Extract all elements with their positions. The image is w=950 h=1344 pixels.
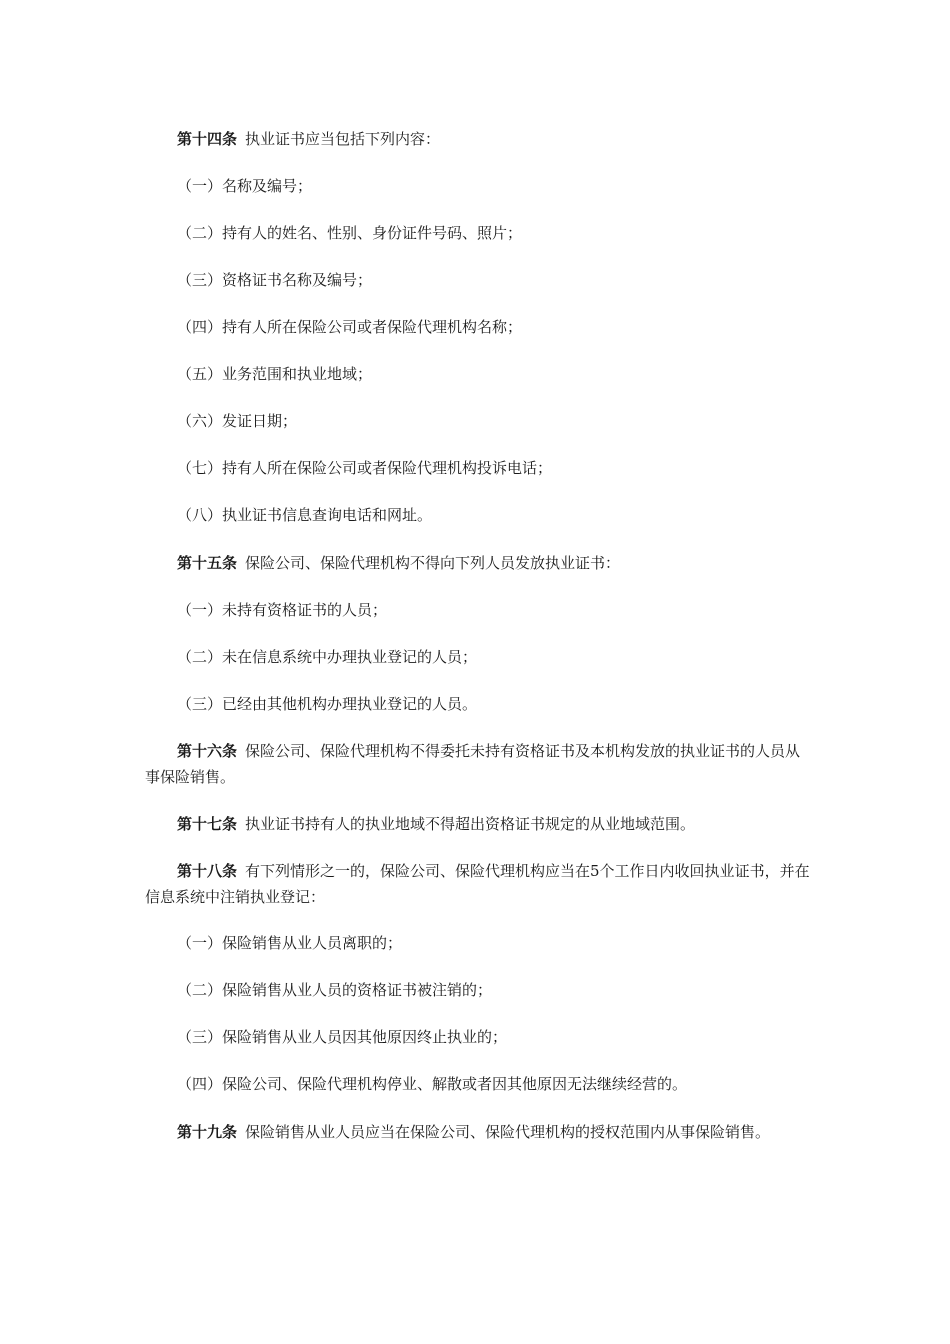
list-item-text: （四）保险公司、保险代理机构停业、解散或者因其他原因无法继续经营的。 xyxy=(177,1075,688,1093)
list-item xyxy=(145,930,810,956)
list-item-text: （八）执业证书信息查询电话和网址。 xyxy=(177,506,433,524)
article-15-heading xyxy=(145,550,810,576)
article-number: 第十七条 xyxy=(177,815,238,833)
list-item xyxy=(145,455,810,481)
list-item xyxy=(145,1024,810,1050)
list-item xyxy=(145,502,810,528)
list-item-text: （一）未持有资格证书的人员； xyxy=(177,601,388,619)
article-text: 执业证书持有人的执业地域不得超出资格证书规定的从业地域范围。 xyxy=(245,815,696,833)
list-item-text: （三）已经由其他机构办理执业登记的人员。 xyxy=(177,695,478,713)
list-item-text: （四）持有人所在保险公司或者保险代理机构名称； xyxy=(177,318,523,336)
list-item-text: （二）保险销售从业人员的资格证书被注销的； xyxy=(177,981,493,999)
article-text: 保险公司、保险代理机构不得向下列人员发放执业证书： xyxy=(245,554,621,572)
article-17-paragraph xyxy=(145,811,810,837)
list-item-text: （五）业务范围和执业地域； xyxy=(177,365,373,383)
article-number: 第十五条 xyxy=(177,554,238,572)
list-item-text: （二）持有人的姓名、性别、身份证件号码、照片； xyxy=(177,224,523,242)
list-item xyxy=(145,597,810,623)
list-item xyxy=(145,220,810,246)
list-item xyxy=(145,361,810,387)
article-16-paragraph xyxy=(145,738,810,790)
article-number: 第十四条 xyxy=(177,130,238,148)
list-item-text: （三）保险销售从业人员因其他原因终止执业的； xyxy=(177,1028,508,1046)
list-item xyxy=(145,267,810,293)
article-text: 保险公司、保险代理机构不得委托未持有资格证书及本机构发放的执业证书的人员从事保险销售。 xyxy=(145,742,801,786)
list-item xyxy=(145,1071,810,1097)
article-number: 第十八条 xyxy=(177,862,238,880)
list-item xyxy=(145,691,810,717)
list-item xyxy=(145,644,810,670)
article-number: 第十六条 xyxy=(177,742,238,760)
list-item xyxy=(145,977,810,1003)
article-text: 保险销售从业人员应当在保险公司、保险代理机构的授权范围内从事保险销售。 xyxy=(245,1123,771,1141)
list-item xyxy=(145,408,810,434)
list-item-text: （六）发证日期； xyxy=(177,412,298,430)
list-item xyxy=(145,314,810,340)
article-text: 有下列情形之一的，保险公司、保险代理机构应当在5个工作日内收回执业证书，并在信息系统中注销执业登记： xyxy=(145,862,810,906)
list-item-text: （二）未在信息系统中办理执业登记的人员； xyxy=(177,648,478,666)
list-item-text: （一）保险销售从业人员离职的； xyxy=(177,934,403,952)
article-18-paragraph xyxy=(145,858,810,910)
list-item-text: （一）名称及编号； xyxy=(177,177,313,195)
list-item-text: （七）持有人所在保险公司或者保险代理机构投诉电话； xyxy=(177,459,553,477)
article-number: 第十九条 xyxy=(177,1123,238,1141)
article-14-heading xyxy=(145,126,810,152)
list-item-text: （三）资格证书名称及编号； xyxy=(177,271,373,289)
article-19-paragraph xyxy=(145,1119,810,1145)
article-text: 执业证书应当包括下列内容： xyxy=(245,130,441,148)
list-item xyxy=(145,173,810,199)
